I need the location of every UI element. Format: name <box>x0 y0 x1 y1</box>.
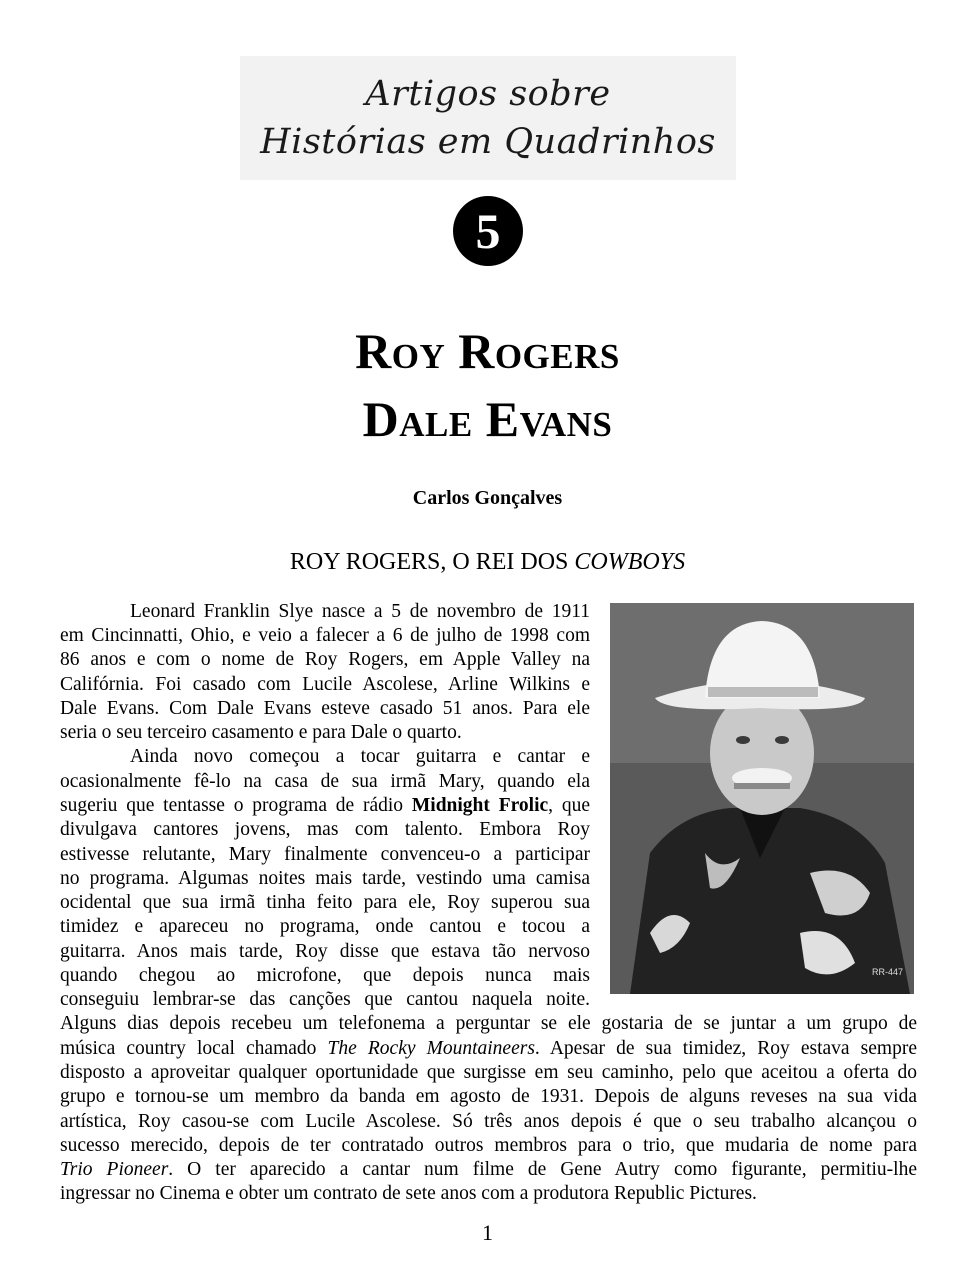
paragraph-2-line-18 <box>60 1158 917 1182</box>
line-text: . O ter aparecido a cantar num filme de Gene Autry como figurante, permitiu-lhe <box>168 1159 917 1180</box>
paragraph-2-line-9: guitarra. Anos mais tarde, Roy disse que estava tão nervoso <box>60 941 590 962</box>
article-title-line-2: Dale Evans <box>362 391 613 447</box>
paragraph-2-line-8: timidez e apareceu no programa, onde cantou e tocou a <box>60 916 590 937</box>
paragraph-1-line-2: em Cincinnatti, Ohio, e veio a falecer a 6 de julho de 1998 com <box>60 625 590 646</box>
paragraph-2-line-7: ocidental que sua irmã tinha feito para ele, Roy superou sua <box>60 892 590 913</box>
photo-caption-code: RR-447 <box>872 967 904 977</box>
paragraph-1-line-4: Califórnia. Foi casado com Lucile Ascolese, Arline Wilkins e <box>60 674 590 695</box>
paragraph-2-line-6: no programa. Algumas noites mais tarde, vestindo uma camisa <box>60 868 590 889</box>
banner-line-2: Histórias em Quadrinhos <box>260 122 716 162</box>
paragraph-2-line-10: quando chegou ao microfone, que depois nunca mais <box>60 965 590 986</box>
issue-number-badge: 5 <box>453 196 523 266</box>
paragraph-1-line-6: seria o seu terceiro casamento e para Dale o quarto. <box>60 722 462 743</box>
paragraph-2-line-4: divulgava cantores jovens, mas com talento. Embora Roy <box>60 819 590 840</box>
paragraph-2-line-11: conseguiu lembrar-se das canções que cantou naquela noite. <box>60 989 590 1010</box>
section-heading-italic: COWBOYS <box>574 549 686 575</box>
paragraph-2-line-17: sucesso merecido, depois de ter contratado outros membros para o trio, que mudaria de nome para <box>60 1135 917 1156</box>
paragraph-2-line-1: Ainda novo começou a tocar guitarra e cantar e <box>130 746 590 767</box>
roy-rogers-photo <box>610 603 914 994</box>
paragraph-2-line-14: disposto a aproveitar qualquer oportunidade que surgisse em seu caminho, pelo que aceitou a oferta do <box>60 1062 917 1083</box>
line-text: música country local chamado <box>60 1038 328 1059</box>
banner-line-1: Artigos sobre <box>365 74 611 114</box>
paragraph-2-line-12: Alguns dias depois recebeu um telefonema a perguntar se ele gostaria de se juntar a um grupo de <box>60 1013 917 1034</box>
page-number: 1 <box>482 1220 493 1245</box>
line-text: . Apesar de sua timidez, Roy estava sempre <box>534 1038 917 1059</box>
band-name: The Rocky Mountaineers <box>327 1038 535 1059</box>
paragraph-2-line-13 <box>60 1037 917 1061</box>
paragraph-2-line-5: estivesse relutante, Mary finalmente convenceu-o a participar <box>60 844 590 865</box>
line-text: sugeriu que tentasse o programa de rádio <box>60 795 412 816</box>
paragraph-1-line-1: Leonard Franklin Slye nasce a 5 de novembro de 1911 <box>130 601 590 622</box>
paragraph-2-line-19: ingressar no Cinema e obter um contrato de sete anos com a produtora Republic Pictures. <box>60 1183 757 1204</box>
trio-name: Trio Pioneer <box>60 1159 169 1180</box>
article-title-line-1: Roy Rogers <box>355 323 620 379</box>
section-heading-text: ROY ROGERS, O REI DOS <box>289 549 575 575</box>
line-text: , que <box>548 795 590 816</box>
section-heading <box>0 549 975 576</box>
paragraph-2-line-3 <box>60 794 590 818</box>
radio-program-name: Midnight Frolic <box>411 795 549 816</box>
paragraph-2-line-16: artística, Roy casou-se com Lucile Ascolese. Só três anos depois é que o seu trabalho alcançou o <box>60 1111 917 1132</box>
paragraph-1-line-5: Dale Evans. Com Dale Evans esteve casado 51 anos. Para ele <box>60 698 590 719</box>
paragraph-2-line-2: ocasionalmente fê-lo na casa de sua irmã Mary, quando ela <box>60 771 590 792</box>
portrait-illustration <box>610 603 914 994</box>
author-name: Carlos Gonçalves <box>412 487 563 509</box>
series-banner <box>240 56 736 180</box>
paragraph-2-line-15: grupo e tornou-se um membro da banda em agosto de 1931. Depois de alguns reveses na sua vida <box>60 1086 917 1107</box>
paragraph-1-line-3: 86 anos e com o nome de Roy Rogers, em Apple Valley na <box>60 649 590 670</box>
